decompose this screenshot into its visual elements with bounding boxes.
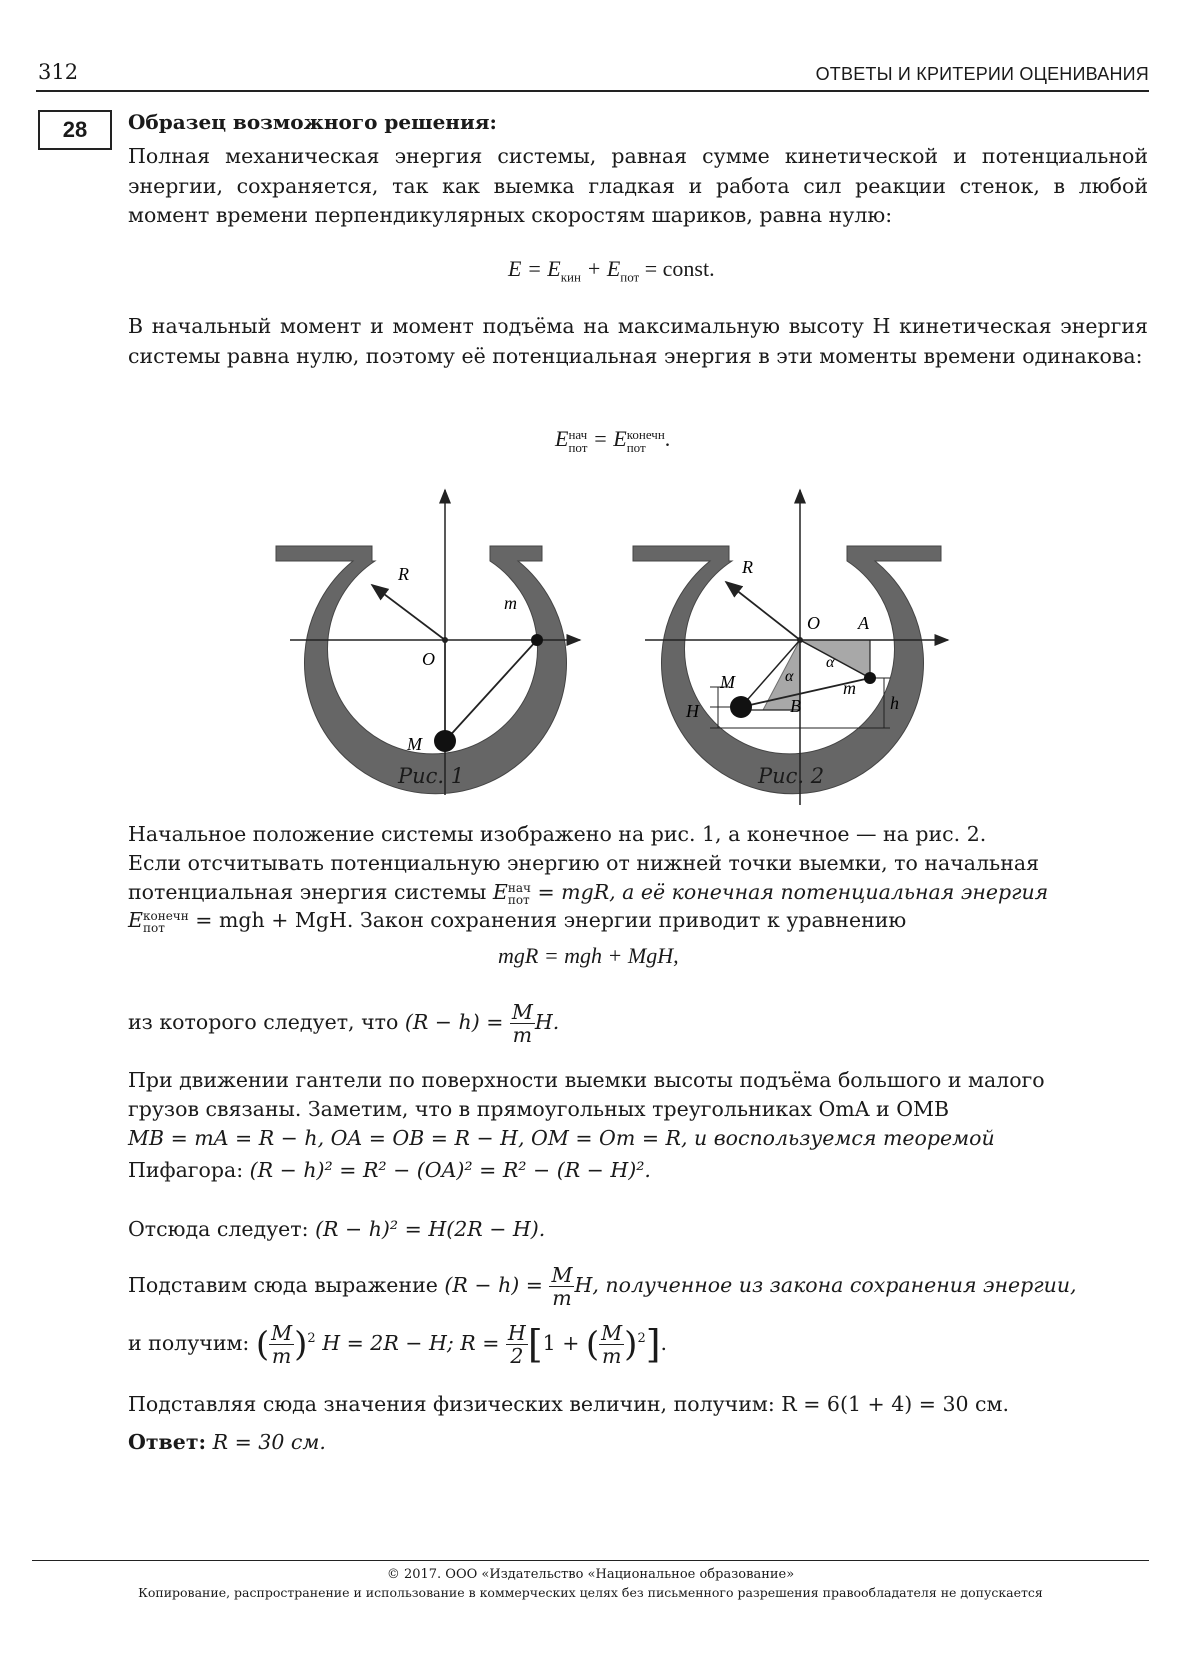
footer-rule	[32, 1560, 1149, 1561]
ball-M-fig1	[434, 730, 456, 752]
text-line-final-potential: E конечн пот = mgh + MgH. Закон сохранения энергии приводит к уравнению	[128, 908, 907, 935]
svg-text:R: R	[742, 557, 753, 577]
answer-line: Ответ: R = 30 см.	[128, 1430, 326, 1454]
svg-text:α: α	[785, 668, 794, 685]
svg-text:B: B	[790, 696, 801, 716]
figure-1	[276, 490, 580, 795]
problem-number-box: 28	[38, 110, 112, 150]
ball-m-fig1	[531, 634, 543, 646]
running-header: ОТВЕТЫ И КРИТЕРИИ ОЦЕНИВАНИЯ	[815, 64, 1149, 84]
svg-text:M: M	[720, 672, 735, 692]
ball-M-fig2	[730, 696, 752, 718]
text-line-triangles: грузов связаны. Заметим, что в прямоугольных треугольниках OmA и OMB	[128, 1097, 950, 1121]
paragraph-energy-conservation: Полная механическая энергия системы, равная сумме кинетической и потенциальной энергии, сохраняется, так как выемка гладкая и работа сил реакции стенок, в любой момент времени перпендикулярных скоростям шариков, равна нулю:	[128, 144, 1148, 227]
header-rule	[36, 90, 1149, 92]
text-line-potential-ref: Если отсчитывать потенциальную энергию от нижней точки выемки, то начальная	[128, 851, 1040, 875]
page-number: 312	[38, 60, 79, 84]
text-line-pythagoras: Пифагора: (R − h)² = R² − (OA)² = R² − (R − H)².	[128, 1158, 651, 1182]
svg-text:m: m	[843, 678, 856, 698]
svg-text:m: m	[504, 593, 517, 613]
svg-text:M: M	[407, 734, 422, 754]
text-line-hence: Отсюда следует: (R − h)² = H(2R − H).	[128, 1217, 546, 1241]
footer-notice: Копирование, распространение и использование в коммерческих целях без письменного разрешения правообладателя не допускается	[138, 1585, 1043, 1600]
text-line-initial-potential: потенциальная энергия системы E нач пот = mgR, а её конечная потенциальная энергия	[128, 880, 1049, 907]
formula-energy-equation: mgR = mgh + MgH,	[498, 943, 679, 968]
svg-text:R: R	[398, 564, 409, 584]
ball-m-fig2	[864, 672, 876, 684]
formula-potential-equal: E нач пот = E конечн пот .	[555, 426, 671, 455]
svg-text:O: O	[422, 649, 435, 669]
bowl-1	[276, 546, 567, 794]
formula-energy-sum: $E = E_{кин} + E_{пот}$ = const.	[508, 256, 715, 285]
paragraph-initial-moment: В начальный момент и момент подъёма на максимальную высоту H кинетическая энергия системы равна нулю, поэтому её потенциальная энергия в эти моменты времени одинакова:	[128, 314, 1148, 368]
solution-title: Образец возможного решения:	[128, 110, 497, 134]
svg-text:α: α	[826, 654, 835, 671]
figures-diagram	[260, 485, 1000, 830]
text-line-numeric-result: Подставляя сюда значения физических величин, получим: R = 6(1 + 4) = 30 см.	[128, 1392, 1009, 1416]
svg-text:H: H	[686, 701, 699, 721]
svg-text:O: O	[807, 613, 820, 633]
text-line-segments: MB = mA = R − h, OA = OB = R − H, OM = Om = R, и воспользуемся теоремой	[128, 1126, 995, 1150]
figure-2	[633, 490, 948, 805]
svg-text:A: A	[858, 613, 869, 633]
text-line-dumbbell: При движении гантели по поверхности выемки высоты подъёма большого и малого	[128, 1068, 1045, 1092]
text-line-result-formula: и получим: ( $\frac{M}{m}$ )$^2$ H = 2R − H; R = $\frac{H}{2}$ [1 + ( $\frac{M}{m}$ )$^2$].	[128, 1321, 668, 1368]
svg-text:h: h	[890, 693, 899, 713]
text-line-figures-ref: Начальное положение системы изображено на рис. 1, а конечное — на рис. 2.	[128, 822, 987, 846]
footer-copyright: © 2017. ООО «Издательство «Национальное образование»	[386, 1567, 795, 1582]
text-line-substitute: Подставим сюда выражение (R − h) = $\frac{M}{m}$ H, полученное из закона сохранения энергии,	[128, 1263, 1077, 1310]
text-line-consequence: из которого следует, что (R − h) = $\frac{M}{m}$ H.	[128, 1000, 560, 1047]
figure-2-caption: Рис. 2	[758, 764, 825, 788]
figure-1-caption: Рис. 1	[398, 764, 465, 788]
